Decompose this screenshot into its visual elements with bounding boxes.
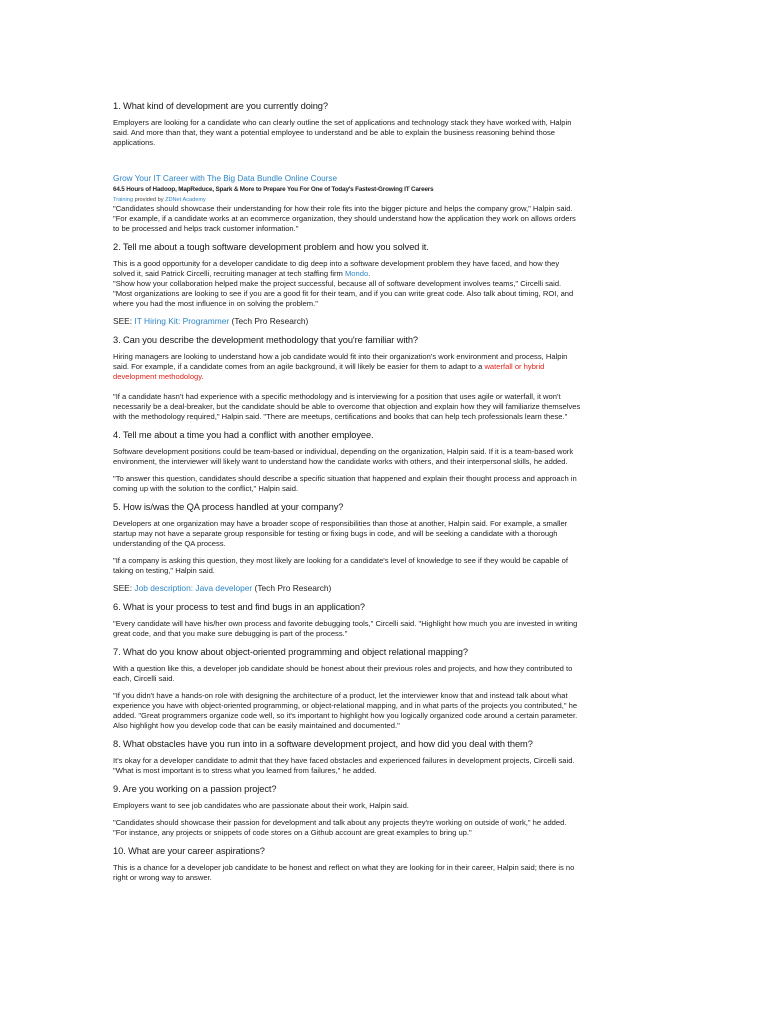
promo-provider-line — [113, 197, 656, 204]
text-line — [113, 362, 656, 372]
question-5-heading: 5. How is/was the QA process handled at your company? — [113, 502, 344, 512]
text-line: experience you have with object-oriented programming, or object-relational mapping, and in what parts of the projects you contributed," he — [113, 701, 578, 710]
text-line: necessarily be a deal-breaker, but the candidate should be able to overcome that objection and explain how they will familiarize themselves — [113, 402, 581, 411]
see-label: SEE: — [113, 583, 135, 593]
text-line: With a question like this, a developer job candidate should be honest about their previous roles and projects, and how they contributed to — [113, 664, 573, 673]
text-line: added. "Great programmers organize code well, so it's important to highlight how you logically organized code around a certain parameter. — [113, 711, 578, 720]
text-line: where you had the most influence in on solving the problem." — [113, 299, 318, 308]
promo-course-link[interactable]: Grow Your IT Career with The Big Data Bundle Online Course — [113, 174, 338, 183]
promo-provided-by: provided by — [134, 197, 164, 203]
question-3-heading: 3. Can you describe the development methodology that you're familiar with? — [113, 335, 418, 345]
text-line: understanding of the QA process. — [113, 539, 226, 548]
promo-training-link[interactable]: Training — [113, 197, 134, 203]
question-1-heading: 1. What kind of development are you currently doing? — [113, 101, 328, 111]
text-fragment: . — [368, 269, 371, 278]
text-line — [113, 372, 656, 382]
text-line: Employers are looking for a candidate who can clearly outline the set of applications and technology stack they have worked with, Halpin — [113, 118, 572, 127]
mondo-link[interactable]: Mondo — [344, 269, 369, 278]
question-3-quote — [113, 392, 656, 422]
promo-subtitle: 64.5 Hours of Hadoop, MapReduce, Spark & More to Prepare You For One of Today's Fastest-Growing IT Careers — [113, 186, 434, 193]
text-line: "To answer this question, candidates should describe a specific situation that happened and explain their thought process and approach in — [113, 474, 577, 483]
text-line: "For instance, any projects or snippets of code stores on a Github account are great examples to bring up." — [113, 828, 472, 837]
question-5-quote — [113, 556, 656, 576]
question-6-heading: 6. What is your process to test and find bugs in an application? — [113, 602, 365, 612]
question-9-quote — [113, 818, 656, 838]
text-line: applications. — [113, 138, 156, 147]
text-line: "If a company is asking this question, they most likely are looking for a candidate's level of knowledge to see if they would be capable of — [113, 556, 568, 565]
promo-provider-link[interactable]: ZDNet Academy — [165, 197, 206, 203]
question-9-heading: 9. Are you working on a passion project? — [113, 784, 277, 794]
text-line: taking on testing," Halpin said. — [113, 566, 215, 575]
text-line: "If a candidate hasn't had experience with a specific methodology and is interviewing for a position that uses agile or waterfall, it won't — [113, 392, 561, 401]
question-4-paragraph — [113, 447, 656, 467]
question-4-heading: 4. Tell me about a time you had a conflict with another employee. — [113, 430, 374, 440]
text-line: "Candidates should showcase their understanding for how their role fits into the bigger picture and helps the company grow," Halpin said. — [113, 204, 573, 213]
text-line: environment, the interviewer will likely want to understand how the candidate works with others, and their interpersonal skills, he added. — [113, 457, 568, 466]
question-2-paragraph — [113, 259, 656, 309]
text-line: to be processed and helps track customer information." — [113, 224, 299, 233]
text-line: This is a chance for a developer job candidate to be honest and reflect on what they are looking for in their career, Halpin said; there is no — [113, 863, 575, 872]
question-10-paragraph — [113, 863, 656, 883]
text-line: coming up with the solution to the conflict," Halpin said. — [113, 484, 299, 493]
see-also-java — [113, 583, 656, 594]
question-7-quote — [113, 691, 656, 731]
text-line: This is a good opportunity for a developer candidate to dig deep into a software development problem they have faced, and how they — [113, 259, 560, 268]
text-line: with the methodology required," Halpin said. "There are meetups, certifications and books that can help tech professionals learn these." — [113, 412, 568, 421]
java-developer-link[interactable]: Job description: Java developer — [134, 583, 253, 593]
text-fragment: . — [201, 372, 204, 381]
text-fragment: said. For example, if a candidate comes from an agile background, it will likely be easier for them to adapt to a — [113, 362, 485, 371]
text-line: startup may not have a separate group responsible for testing or fixing bugs in code, and will be seeking a candidate with a thorough — [113, 529, 558, 538]
it-hiring-kit-link[interactable]: IT Hiring Kit: Programmer — [134, 316, 230, 326]
question-6-paragraph — [113, 619, 656, 639]
see-label: SEE: — [113, 316, 135, 326]
text-line: Hiring managers are looking to understand how a job candidate would fit into their organization's work environment and process, Halpin — [113, 352, 568, 361]
question-7-paragraph — [113, 664, 656, 684]
question-8-paragraph — [113, 756, 656, 776]
text-fragment: solved it, said Patrick Circelli, recruiting manager at tech staffing firm — [113, 269, 345, 278]
see-also-programmer — [113, 316, 656, 327]
text-line: Developers at one organization may have a broader scope of responsibilities than those at another, Halpin said. For example, a smaller — [113, 519, 568, 528]
question-9-paragraph — [113, 801, 656, 811]
text-line: "If you didn't have a hands-on role with designing the architecture of a product, let the interviewer know that and instead talk about what — [113, 691, 568, 700]
text-line: Also highlight how you develop code that can be easily maintained and documented." — [113, 721, 400, 730]
text-line: each, Circelli said. — [113, 674, 175, 683]
question-3-paragraph — [113, 352, 656, 382]
text-line — [113, 269, 656, 279]
text-line: "Candidates should showcase their passion for development and talk about any projects they're working on outside of work," he added. — [113, 818, 567, 827]
question-5-paragraph — [113, 519, 656, 549]
see-source: (Tech Pro Research) — [252, 583, 332, 593]
see-source: (Tech Pro Research) — [229, 316, 309, 326]
text-line: "What is most important is to stress what you learned from failures," he added. — [113, 766, 377, 775]
question-7-heading: 7. What do you know about object-oriented programming and object relational mapping? — [113, 647, 468, 657]
text-line: great code, and that you make sure debugging is part of the process." — [113, 629, 348, 638]
text-line: Software development positions could be team-based or individual, depending on the organization, Halpin said. If it is a team-based work — [113, 447, 574, 456]
question-8-heading: 8. What obstacles have you run into in a software development project, and how did you deal with them? — [113, 739, 533, 749]
text-line: "For example, if a candidate works at an ecommerce organization, they should understand how the application they work on allows orders — [113, 214, 576, 223]
question-1-quote — [113, 204, 656, 234]
text-line: said. And more than that, they want a potential employee to understand and be able to explain the business reasoning behind those — [113, 128, 556, 137]
waterfall-hybrid-link[interactable]: waterfall or hybrid — [484, 362, 545, 371]
question-1-paragraph — [113, 118, 656, 148]
development-methodology-link[interactable]: development methodology — [113, 372, 202, 381]
text-line: "Show how your collaboration helped make the project successful, because all of software development involves teams," Circelli said. — [113, 279, 562, 288]
text-line: It's okay for a developer candidate to admit that they have faced obstacles and experienced failures in development projects, Circelli said. — [113, 756, 575, 765]
text-line: right or wrong way to answer. — [113, 873, 212, 882]
question-10-heading: 10. What are your career aspirations? — [113, 846, 265, 856]
text-line: "Most organizations are looking to see if you are a good fit for their team, and if you can write great code. Also talk about timing, ROI, and — [113, 289, 574, 298]
text-line: "Every candidate will have his/her own process and favorite debugging tools," Circelli said. "Highlight how much you are invested in writing — [113, 619, 578, 628]
question-2-heading: 2. Tell me about a tough software development problem and how you solved it. — [113, 242, 429, 252]
text-line: Employers want to see job candidates who are passionate about their work, Halpin said. — [113, 801, 409, 810]
question-4-quote — [113, 474, 656, 494]
